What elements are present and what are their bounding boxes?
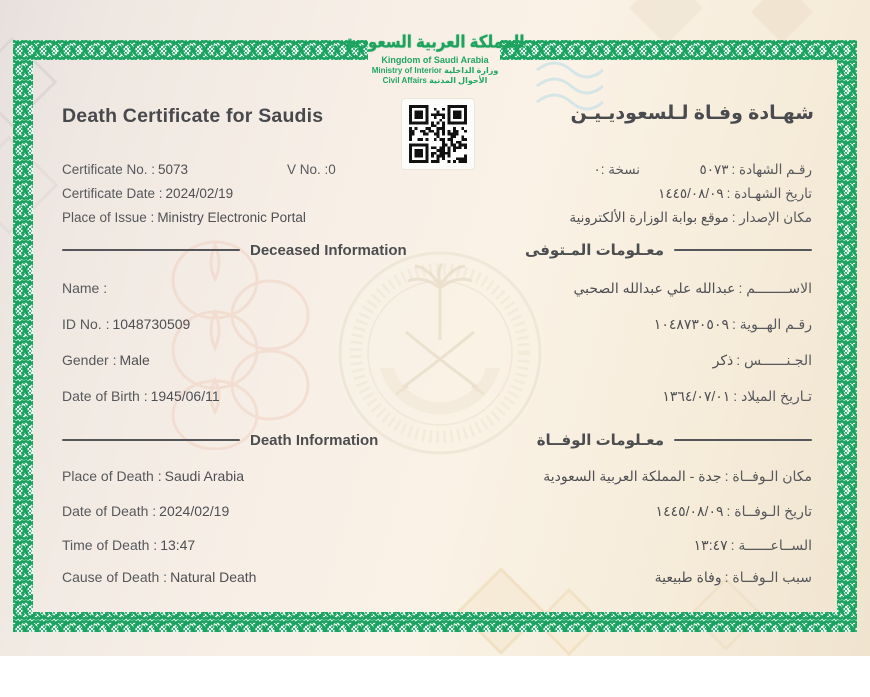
id-no-ar: رقـم الهــوية :١٠٤٨٧٣٠٥٠٩ — [653, 316, 812, 332]
moi-logo — [330, 34, 540, 86]
row-place-of-issue — [62, 210, 812, 230]
time-of-death-en: Time of Death : 13:47 — [62, 537, 196, 553]
certificate-no-ar: رقـم الشهادة :٥٠٧٣ — [699, 162, 812, 177]
version-no-ar: نسخة :٠ — [593, 162, 640, 177]
section-title-death-ar: معـلومات الوفــاة — [536, 432, 664, 449]
moi-logo-civil-en: Civil Affairs — [382, 76, 427, 85]
moi-logo-ministry-en: Ministry of Interior — [371, 66, 442, 75]
row-id-no — [62, 316, 812, 338]
moi-logo-civil-line — [330, 76, 540, 86]
moi-logo-calligraphy: المملكة العربية السعودية — [345, 32, 525, 53]
date-of-birth-ar: تـاريخ الميلاد :١٣٦٤/٠٧/٠١ — [662, 388, 812, 404]
qr-code — [402, 99, 474, 169]
certificate-date-ar: تاريخ الشهـادة :١٤٤٥/٠٨/٠٩ — [658, 186, 812, 201]
place-of-death-ar: مكان الـوفــاة :جدة - المملكة العربية السعودية — [543, 468, 812, 484]
moi-logo-ministry-ar: وزارة الداخلية — [444, 66, 499, 75]
row-gender — [62, 352, 812, 374]
date-of-birth-en: Date of Birth : 1945/06/11 — [62, 388, 220, 404]
certificate-date-en: Certificate Date : 2024/02/19 — [62, 186, 234, 201]
date-of-death-ar: تاريخ الـوفــاة :١٤٤٥/٠٨/٠٩ — [655, 503, 812, 519]
row-certificate-no — [62, 162, 812, 182]
version-no-en: V No. :0 — [287, 162, 336, 177]
date-of-death-en: Date of Death : 2024/02/19 — [62, 503, 230, 519]
section-title-deceased-ar: معـلومات المـتوفى — [524, 242, 664, 259]
moi-logo-kingdom-en: Kingdom of Saudi Arabia — [381, 54, 489, 65]
row-date-of-death — [62, 503, 812, 525]
name-en: Name : — [62, 280, 108, 296]
cause-of-death-ar: سبب الـوفــاة :وفاة طبيعية — [654, 569, 812, 585]
row-time-of-death — [62, 537, 812, 559]
place-of-issue-en: Place of Issue : Ministry Electronic Portal — [62, 210, 306, 225]
diamond-ornament — [629, 0, 703, 45]
row-certificate-date — [62, 186, 812, 206]
row-place-of-death — [62, 468, 812, 490]
divider-line — [62, 439, 240, 441]
section-header-deceased — [62, 241, 812, 259]
id-no-en: ID No. : 1048730509 — [62, 316, 191, 332]
row-name — [62, 280, 812, 302]
diamond-ornament — [751, 0, 813, 43]
gender-en: Gender : Male — [62, 352, 150, 368]
row-cause-of-death — [62, 569, 812, 591]
section-title-death-en: Death Information — [250, 431, 379, 449]
page-title-ar: شهـادة وفـاة لـلسعوديـيـن — [570, 103, 814, 124]
certificate-no-en: Certificate No. : 5073 — [62, 162, 189, 177]
time-of-death-ar: الســاعــــــة :١٣:٤٧ — [693, 537, 812, 553]
divider-line — [62, 249, 240, 251]
name-ar: الاســــــــم :عبدالله علي عبدالله الصحبي — [573, 280, 812, 296]
page-title-en: Death Certificate for Saudis — [62, 105, 324, 127]
gender-ar: الجـنــــــس :ذكر — [712, 352, 812, 368]
place-of-issue-ar: مكان الإصدار :موقع بوابة الوزارة الألكترونية — [569, 210, 812, 225]
place-of-death-en: Place of Death : Saudi Arabia — [62, 468, 245, 484]
moi-logo-ministry-line — [330, 66, 540, 76]
moi-logo-civil-ar: الأحوال المدنية — [429, 76, 488, 85]
cause-of-death-en: Cause of Death : Natural Death — [62, 569, 257, 585]
section-title-deceased-en: Deceased Information — [250, 241, 407, 259]
row-date-of-birth — [62, 388, 812, 410]
section-header-death — [62, 431, 812, 449]
divider-line — [674, 439, 812, 441]
divider-line — [674, 249, 812, 251]
